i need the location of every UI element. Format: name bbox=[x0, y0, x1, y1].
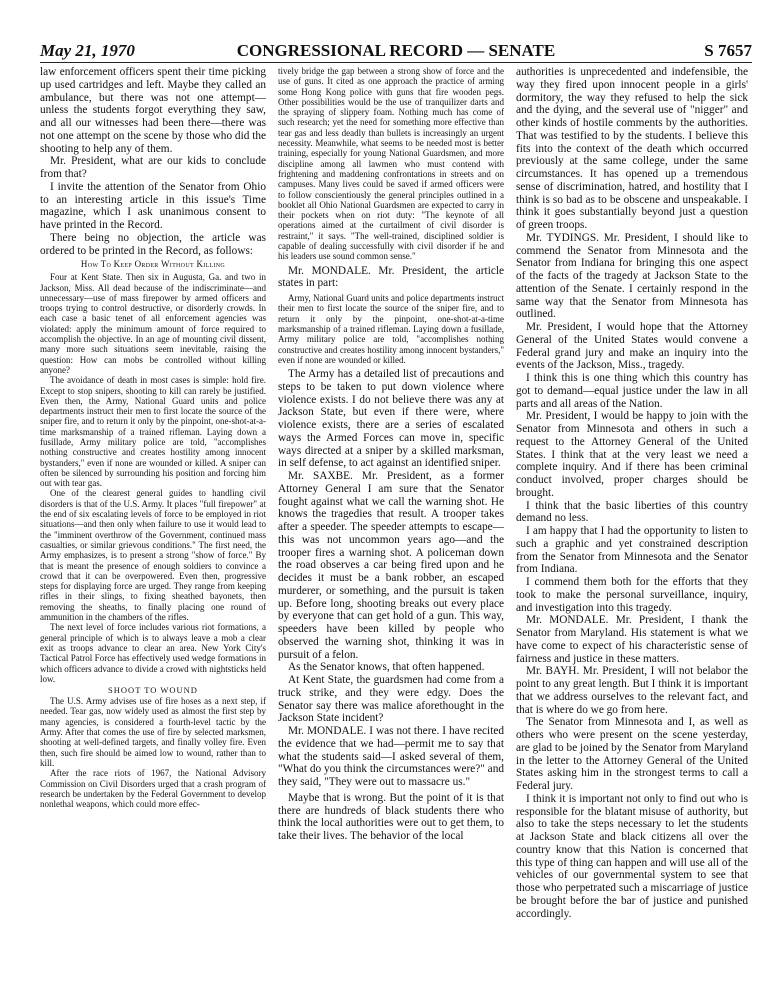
paragraph: Mr. SAXBE. Mr. President, as a former Attorney General I am sure that the Senator fought against what we call the warning shot. He knows the tragedies that result. A trooper takes after a speeder. The speeder attempts to escape—this was not uncommon years ago—and the trooper fires a warning shot. A policeman down the road observes a car being fired upon and he decides it must be a bank robber, an escaped murderer, or something, and the pursuit is taken up. Before long, shooting breaks out every place by everyone that can get hold of a gun. This way, speeders have been killed by people who observed the warning shot, thinking it was in pursuit of a felon. bbox=[278, 470, 504, 661]
paragraph: I think this is one thing which this country has got to demand—equal justice under the law in all parts and all areas of the Nation. bbox=[516, 372, 748, 410]
paragraph: Mr. TYDINGS. Mr. President, I should like to commend the Senator from Minnesota and the Senator from Indiana for bringing this one aspect of the facts of the tragedy at Jackson State to the attention of the Senate. I certainly respond in the same way that the Senator from Minnesota has outlined. bbox=[516, 231, 748, 321]
paragraph: Mr. MONDALE. Mr. President, the article states in part: bbox=[278, 264, 504, 290]
paragraph: The Senator from Minnesota and I, as well as others who were present on the scene yesterday, are glad to be joined by the Senator from Maryland in the letter to the Attorney General of the United States asking him in the strongest terms to call a Federal jury. bbox=[516, 716, 748, 792]
header-date: May 21, 1970 bbox=[40, 41, 135, 60]
paragraph: Mr. BAYH. Mr. President, I will not belabor the point to any great length. But I think it is important that we address ourselves to the relevant fact, and that is where do we go from here. bbox=[516, 665, 748, 716]
paragraph: Mr. MONDALE. Mr. President, I thank the Senator from Maryland. His statement is what we have come to expect of his characteristic sense of fairness and justice in these matters. bbox=[516, 614, 748, 665]
article-title: How To Keep Order Without Killing bbox=[80, 259, 226, 270]
quoted-paragraph: Four at Kent State. Then six in Augusta, Ga. and two in Jackson, Miss. All dead because of the indiscriminate—and unnecessary—use of mass firepower by armed officers and troops trying to control destructive, or disorderly crowds. In each case a basic tenet of all enforcement agencies was violated: apply the minimum amount of force required to accomplish the objective. In an age of mounting civil dissent, many more such situations seem inevitable, raising the question: How can mobs be controlled without killing anyone? bbox=[40, 272, 266, 375]
quoted-paragraph: The U.S. Army advises use of fire hoses as a next step, if needed. Tear gas, now widely used as almost the first step by many agencies, is considered a fourth-level tactic by the Army. After that comes the use of fire by selected marksmen, shooting at well-defined targets, and finally volley fire. Even then, such fire should be aimed low to wound, rather than to kill. bbox=[40, 696, 266, 768]
quoted-paragraph: The next level of force includes various riot formations, a general principle of which is to always leave a mob a clear exit as troops advance to clear an area. New York City's Tactical Patrol Force has effectively used wedge formations in which officers advance to divide a crowd with nightsticks held low. bbox=[40, 622, 266, 684]
quoted-paragraph: The avoidance of death in most cases is simple: hold fire. Except to stop snipers, shooting to kill can rarely be justified. Even then, the Army, National Guard units and police departments instruct their men to first locate the source of the sniper fire, and to return it only by the pinpoint, one-shot-at-a-time marksmanship of a trained rifleman. Laying down a fusillade, Army military police are told, "accomplishes nothing constructive and creates hostility among innocent bystanders," even if none are wounded or killed. A sniper can often be silenced by surrounding his position and forcing him out with tear gas. bbox=[40, 375, 266, 489]
paragraph: I commend them both for the efforts that they took to make the personal surveillance, inquiry, and investigation into this tragedy. bbox=[516, 576, 748, 614]
paragraph: There being no objection, the article was ordered to be printed in the Record, as follows: bbox=[40, 231, 266, 257]
column-left bbox=[40, 66, 266, 978]
paragraph: I invite the attention of the Senator from Ohio to an interesting article in this issue's Time magazine, which I ask unanimous consent to have printed in the Record. bbox=[40, 180, 266, 231]
quoted-paragraph: tively bridge the gap between a strong show of force and the use of guns. It cited as one approach the practice of arming some Hong Kong police with guns that fire wooden pegs. Other possibilities would be the use of tranquilizer darts and the spraying of slippery foam. Nothing much has come of such research; yet the need for something more effective than tear gas and less deadly than bullets is increasingly an urgent necessity. Meanwhile, what seems to be needed most is better training, especially for young National Guardsmen, and more discipline among all lawmen who must contend with frightening and maddening confrontations in streets and on campuses. Many lives could be saved if armed officers were to follow conscientiously the general principles outlined in a booklet all Ohio National Guardsmen are expected to carry in their pockets when on riot duty: "The keynote of all operations aimed at the curtailment of civil disorder is restraint," it says. "The well-trained, disciplined soldier is capable of dealing successfully with civil disorder if he and his leaders use sound common sense." bbox=[278, 66, 504, 262]
paragraph: Maybe that is wrong. But the point of it is that there are hundreds of black students there who think the local authorities were out to get them, to take their lives. The behavior of the local bbox=[278, 791, 504, 843]
paragraph: The Army has a detailed list of precautions and steps to be taken to put down violence where violence exists. I do not believe there was any at Jackson State, but even if there were, where violence exists, there are a series of escalated ways the Armed Forces can move in, specific ways directed at a sniper by a skilled marksman, in self defense, to act against an identified sniper. bbox=[278, 368, 504, 470]
column-right bbox=[516, 66, 748, 978]
paragraph: Mr. President, I would be happy to join with the Senator from Minnesota and others in such a request to the Attorney General of the United States. I think that at the very least we need a complete inquiry. And if there has been criminal conduct involved, proper charges should be brought. bbox=[516, 410, 748, 499]
quoted-paragraph: After the race riots of 1967, the National Advisory Commission on Civil Disorders urged that a crash program of research be undertaken by the Federal Government to develop nonlethal weapons, which could more effec- bbox=[40, 768, 266, 810]
paragraph: authorities is unprecedented and indefensible, the way they fired upon innocent people in a girls' dormitory, the way they refused to help the sick and the dying, and the several use of "nigger" and other kinds of hostile comments by the authorities. That was testified to by the students. I believe this fits into the context of the death which occurred previously at the same college, under the same circumstances. It has opened up a tremendous sense of discrimination, hatred, and hostility that I think is so bad as to be obscene and unspeakable. I think it goes substantially beyond just a question of green troops. bbox=[516, 66, 748, 231]
column-middle bbox=[278, 66, 504, 978]
paragraph: Mr. President, I would hope that the Attorney General of the United States would convene a Federal grand jury and make an inquiry into the events of the Jackson, Miss., tragedy. bbox=[516, 321, 748, 372]
paragraph: At Kent State, the guardsmen had come from a truck strike, and they were edgy. Does the Senator say there was malice aforethought in the Jackson State incident? bbox=[278, 674, 504, 725]
paragraph: I am happy that I had the opportunity to listen to such a graphic and yet constrained description from the Senator from Minnesota and the Senator from Indiana. bbox=[516, 525, 748, 576]
header-rule bbox=[40, 62, 752, 63]
paragraph: law enforcement officers spent their time picking up used cartridges and left. Maybe they called an ambulance, but there was not one attempt—unless the students forgot everything they saw, and all our witnesses had been there—there was not one attempt on the scene by those who did the shooting to help any of them. bbox=[40, 66, 266, 155]
paragraph: Mr. President, what are our kids to conclude from that? bbox=[40, 155, 266, 180]
header-publication: CONGRESSIONAL RECORD — SENATE bbox=[236, 41, 556, 60]
quoted-paragraph: One of the clearest general guides to handling civil disorders is that of the U.S. Army. It places "full firepower" at the end of six escalating levels of force to be employed in riot situations—and then only when failure to use it would lead to the "imminent overthrow of the Government, continued mass casualties, or similar grievous conditions." The first need, the Army emphasizes, is to present a strong "show of force." By that is meant the presence of enough soldiers to convince a crowd that it can be overpowered. Even then, progressive steps for displaying force are urged. They range from keeping rifles in their slings, to fixing sheathed bayonets, then removing the sheaths, to finally placing one round of ammunition in the chambers of the rifles. bbox=[40, 488, 266, 623]
paragraph: Mr. MONDALE. I was not there. I have recited the evidence that we had—permit me to say that what the students said—I asked several of them, "What do you think the circumstances were?" and they said, "They were out to massacre us." bbox=[278, 725, 504, 789]
article-subheading: SHOOT TO WOUND bbox=[108, 685, 198, 696]
paragraph: I think that the basic liberties of this country demand no less. bbox=[516, 499, 748, 525]
quoted-paragraph: Army, National Guard units and police departments instruct their men to first locate the source of the sniper fire, and to return it only by the pinpoint, one-shot-at-a-time marksmanship of a trained rifleman. Laying down a fusillade, Army military police are told, "accomplishes nothing constructive and creates hostility among innocent bystanders," even if none are wounded or killed. bbox=[278, 293, 504, 365]
paragraph: I think it is important not only to find out who is responsible for the blatant misuse of authority, but also to take the steps necessary to let the students at Jackson State and black citizens all over the country know that this Nation is concerned that this type of thing can happen and will use all of the vehicles of our governmental system to see that those who perpetrated such a miscarriage of justice be brought before the bar of justice and punished accordingly. bbox=[516, 792, 748, 920]
header-page-number: S 7657 bbox=[704, 41, 752, 60]
paragraph: As the Senator knows, that often happened. bbox=[288, 661, 485, 674]
